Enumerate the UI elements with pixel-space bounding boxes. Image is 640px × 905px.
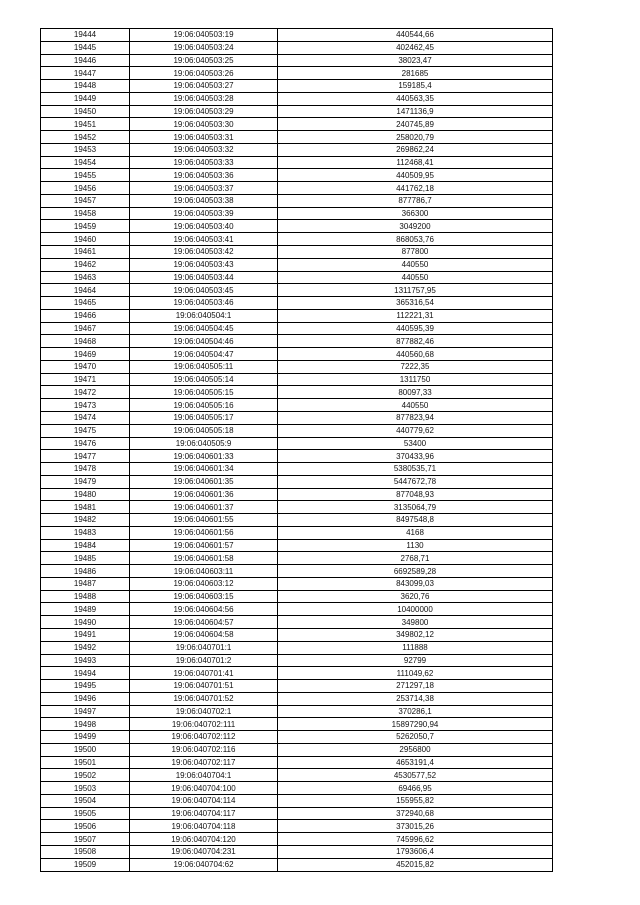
value-cell: 366300 bbox=[278, 207, 553, 220]
value-cell: 440544,66 bbox=[278, 29, 553, 42]
cadastral-number-cell: 19:06:040601:57 bbox=[130, 539, 278, 552]
row-number-cell: 19495 bbox=[41, 680, 130, 693]
cadastral-number-cell: 19:06:040704:114 bbox=[130, 794, 278, 807]
row-number-cell: 19452 bbox=[41, 131, 130, 144]
value-cell: 258020,79 bbox=[278, 131, 553, 144]
row-number-cell: 19455 bbox=[41, 169, 130, 182]
cadastral-number-cell: 19:06:040505:15 bbox=[130, 386, 278, 399]
row-number-cell: 19472 bbox=[41, 386, 130, 399]
table-row bbox=[41, 386, 553, 399]
cadastral-number-cell: 19:06:040603:15 bbox=[130, 590, 278, 603]
table-row bbox=[41, 514, 553, 527]
table-row bbox=[41, 782, 553, 795]
value-cell: 440595,39 bbox=[278, 322, 553, 335]
row-number-cell: 19469 bbox=[41, 348, 130, 361]
value-cell: 111049,62 bbox=[278, 667, 553, 680]
row-number-cell: 19491 bbox=[41, 628, 130, 641]
table-row bbox=[41, 731, 553, 744]
cadastral-number-cell: 19:06:040503:40 bbox=[130, 220, 278, 233]
cadastral-number-cell: 19:06:040702:117 bbox=[130, 756, 278, 769]
row-number-cell: 19492 bbox=[41, 641, 130, 654]
cadastral-number-cell: 19:06:040504:47 bbox=[130, 348, 278, 361]
value-cell: 440550 bbox=[278, 258, 553, 271]
row-number-cell: 19504 bbox=[41, 794, 130, 807]
cadastral-number-cell: 19:06:040504:1 bbox=[130, 309, 278, 322]
row-number-cell: 19471 bbox=[41, 373, 130, 386]
table-row bbox=[41, 603, 553, 616]
value-cell: 452015,82 bbox=[278, 858, 553, 871]
cadastral-number-cell: 19:06:040503:24 bbox=[130, 41, 278, 54]
table-row bbox=[41, 450, 553, 463]
cadastral-number-cell: 19:06:040503:32 bbox=[130, 143, 278, 156]
cadastral-number-cell: 19:06:040503:41 bbox=[130, 233, 278, 246]
table-row bbox=[41, 526, 553, 539]
table-row bbox=[41, 756, 553, 769]
row-number-cell: 19458 bbox=[41, 207, 130, 220]
row-number-cell: 19493 bbox=[41, 654, 130, 667]
row-number-cell: 19507 bbox=[41, 833, 130, 846]
value-cell: 53400 bbox=[278, 437, 553, 450]
row-number-cell: 19503 bbox=[41, 782, 130, 795]
table-row bbox=[41, 220, 553, 233]
table-row bbox=[41, 29, 553, 42]
table-row bbox=[41, 411, 553, 424]
value-cell: 3049200 bbox=[278, 220, 553, 233]
value-cell: 877800 bbox=[278, 246, 553, 259]
value-cell: 373015,26 bbox=[278, 820, 553, 833]
row-number-cell: 19490 bbox=[41, 616, 130, 629]
value-cell: 1311750 bbox=[278, 373, 553, 386]
row-number-cell: 19505 bbox=[41, 807, 130, 820]
row-number-cell: 19468 bbox=[41, 335, 130, 348]
row-number-cell: 19501 bbox=[41, 756, 130, 769]
value-cell: 441762,18 bbox=[278, 182, 553, 195]
cadastral-number-cell: 19:06:040601:34 bbox=[130, 463, 278, 476]
table-body bbox=[41, 29, 553, 872]
value-cell: 112468,41 bbox=[278, 156, 553, 169]
row-number-cell: 19448 bbox=[41, 80, 130, 93]
cadastral-number-cell: 19:06:040503:27 bbox=[130, 80, 278, 93]
table-row bbox=[41, 80, 553, 93]
value-cell: 3135064,79 bbox=[278, 501, 553, 514]
table-row bbox=[41, 399, 553, 412]
cadastral-number-cell: 19:06:040601:55 bbox=[130, 514, 278, 527]
table-row bbox=[41, 182, 553, 195]
cadastral-number-cell: 19:06:040601:37 bbox=[130, 501, 278, 514]
cadastral-number-cell: 19:06:040704:100 bbox=[130, 782, 278, 795]
row-number-cell: 19463 bbox=[41, 271, 130, 284]
cadastral-number-cell: 19:06:040704:62 bbox=[130, 858, 278, 871]
row-number-cell: 19500 bbox=[41, 743, 130, 756]
value-cell: 440779,62 bbox=[278, 424, 553, 437]
value-cell: 4168 bbox=[278, 526, 553, 539]
table-row bbox=[41, 667, 553, 680]
cadastral-number-cell: 19:06:040503:36 bbox=[130, 169, 278, 182]
row-number-cell: 19477 bbox=[41, 450, 130, 463]
value-cell: 877048,93 bbox=[278, 488, 553, 501]
cadastral-number-cell: 19:06:040601:58 bbox=[130, 552, 278, 565]
table-row bbox=[41, 628, 553, 641]
cadastral-number-cell: 19:06:040505:9 bbox=[130, 437, 278, 450]
table-row bbox=[41, 118, 553, 131]
cadastral-number-cell: 19:06:040702:116 bbox=[130, 743, 278, 756]
value-cell: 1130 bbox=[278, 539, 553, 552]
table-row bbox=[41, 565, 553, 578]
table-row bbox=[41, 680, 553, 693]
cadastral-number-cell: 19:06:040503:30 bbox=[130, 118, 278, 131]
cadastral-number-cell: 19:06:040704:231 bbox=[130, 846, 278, 859]
table-row bbox=[41, 552, 553, 565]
value-cell: 365316,54 bbox=[278, 297, 553, 310]
value-cell: 4530577,52 bbox=[278, 769, 553, 782]
row-number-cell: 19457 bbox=[41, 194, 130, 207]
table-row bbox=[41, 577, 553, 590]
row-number-cell: 19451 bbox=[41, 118, 130, 131]
table-row bbox=[41, 335, 553, 348]
table-row bbox=[41, 246, 553, 259]
row-number-cell: 19467 bbox=[41, 322, 130, 335]
cadastral-number-cell: 19:06:040601:35 bbox=[130, 475, 278, 488]
value-cell: 372940,68 bbox=[278, 807, 553, 820]
row-number-cell: 19488 bbox=[41, 590, 130, 603]
value-cell: 877823,94 bbox=[278, 411, 553, 424]
table-row bbox=[41, 233, 553, 246]
cadastral-number-cell: 19:06:040503:26 bbox=[130, 67, 278, 80]
value-cell: 349800 bbox=[278, 616, 553, 629]
value-cell: 269862,24 bbox=[278, 143, 553, 156]
row-number-cell: 19486 bbox=[41, 565, 130, 578]
table-row bbox=[41, 105, 553, 118]
cadastral-number-cell: 19:06:040503:44 bbox=[130, 271, 278, 284]
value-cell: 2768,71 bbox=[278, 552, 553, 565]
value-cell: 111888 bbox=[278, 641, 553, 654]
cadastral-number-cell: 19:06:040505:17 bbox=[130, 411, 278, 424]
value-cell: 6692589,28 bbox=[278, 565, 553, 578]
row-number-cell: 19508 bbox=[41, 846, 130, 859]
table-row bbox=[41, 641, 553, 654]
table-row bbox=[41, 846, 553, 859]
row-number-cell: 19464 bbox=[41, 284, 130, 297]
table-row bbox=[41, 807, 553, 820]
row-number-cell: 19497 bbox=[41, 705, 130, 718]
row-number-cell: 19453 bbox=[41, 143, 130, 156]
value-cell: 2956800 bbox=[278, 743, 553, 756]
table-row bbox=[41, 616, 553, 629]
row-number-cell: 19456 bbox=[41, 182, 130, 195]
table-row bbox=[41, 743, 553, 756]
value-cell: 5447672,78 bbox=[278, 475, 553, 488]
value-cell: 3620,76 bbox=[278, 590, 553, 603]
row-number-cell: 19462 bbox=[41, 258, 130, 271]
row-number-cell: 19494 bbox=[41, 667, 130, 680]
value-cell: 868053,76 bbox=[278, 233, 553, 246]
row-number-cell: 19446 bbox=[41, 54, 130, 67]
cadastral-number-cell: 19:06:040503:19 bbox=[130, 29, 278, 42]
row-number-cell: 19466 bbox=[41, 309, 130, 322]
value-cell: 1793606,4 bbox=[278, 846, 553, 859]
cadastral-number-cell: 19:06:040603:11 bbox=[130, 565, 278, 578]
value-cell: 440509,95 bbox=[278, 169, 553, 182]
value-cell: 440550 bbox=[278, 271, 553, 284]
table-row bbox=[41, 348, 553, 361]
value-cell: 745996,62 bbox=[278, 833, 553, 846]
table-row bbox=[41, 858, 553, 871]
value-cell: 281685 bbox=[278, 67, 553, 80]
table-row bbox=[41, 54, 553, 67]
cadastral-number-cell: 19:06:040503:28 bbox=[130, 92, 278, 105]
table-row bbox=[41, 284, 553, 297]
table-row bbox=[41, 207, 553, 220]
table-row bbox=[41, 258, 553, 271]
row-number-cell: 19461 bbox=[41, 246, 130, 259]
cadastral-number-cell: 19:06:040701:51 bbox=[130, 680, 278, 693]
cadastral-number-cell: 19:06:040601:56 bbox=[130, 526, 278, 539]
table-row bbox=[41, 67, 553, 80]
value-cell: 370286,1 bbox=[278, 705, 553, 718]
row-number-cell: 19480 bbox=[41, 488, 130, 501]
row-number-cell: 19509 bbox=[41, 858, 130, 871]
row-number-cell: 19470 bbox=[41, 360, 130, 373]
cadastral-number-cell: 19:06:040701:52 bbox=[130, 692, 278, 705]
row-number-cell: 19465 bbox=[41, 297, 130, 310]
table-row bbox=[41, 360, 553, 373]
value-cell: 5380535,71 bbox=[278, 463, 553, 476]
value-cell: 5262050,7 bbox=[278, 731, 553, 744]
cadastral-number-cell: 19:06:040704:120 bbox=[130, 833, 278, 846]
value-cell: 69466,95 bbox=[278, 782, 553, 795]
value-cell: 271297,18 bbox=[278, 680, 553, 693]
value-cell: 402462,45 bbox=[278, 41, 553, 54]
value-cell: 440550 bbox=[278, 399, 553, 412]
cadastral-number-cell: 19:06:040601:36 bbox=[130, 488, 278, 501]
value-cell: 877786,7 bbox=[278, 194, 553, 207]
table-row bbox=[41, 194, 553, 207]
row-number-cell: 19485 bbox=[41, 552, 130, 565]
cadastral-number-cell: 19:06:040702:111 bbox=[130, 718, 278, 731]
row-number-cell: 19481 bbox=[41, 501, 130, 514]
value-cell: 7222,35 bbox=[278, 360, 553, 373]
cadastral-number-cell: 19:06:040505:18 bbox=[130, 424, 278, 437]
row-number-cell: 19487 bbox=[41, 577, 130, 590]
row-number-cell: 19478 bbox=[41, 463, 130, 476]
cadastral-number-cell: 19:06:040503:38 bbox=[130, 194, 278, 207]
row-number-cell: 19489 bbox=[41, 603, 130, 616]
value-cell: 159185,4 bbox=[278, 80, 553, 93]
table-row bbox=[41, 769, 553, 782]
value-cell: 112221,31 bbox=[278, 309, 553, 322]
row-number-cell: 19506 bbox=[41, 820, 130, 833]
value-cell: 349802,12 bbox=[278, 628, 553, 641]
cadastral-number-cell: 19:06:040604:57 bbox=[130, 616, 278, 629]
row-number-cell: 19447 bbox=[41, 67, 130, 80]
cadastral-number-cell: 19:06:040604:56 bbox=[130, 603, 278, 616]
cadastral-number-cell: 19:06:040503:45 bbox=[130, 284, 278, 297]
cadastral-number-cell: 19:06:040505:14 bbox=[130, 373, 278, 386]
row-number-cell: 19476 bbox=[41, 437, 130, 450]
table-row bbox=[41, 475, 553, 488]
value-cell: 843099,03 bbox=[278, 577, 553, 590]
row-number-cell: 19479 bbox=[41, 475, 130, 488]
row-number-cell: 19483 bbox=[41, 526, 130, 539]
row-number-cell: 19450 bbox=[41, 105, 130, 118]
value-cell: 8497548,8 bbox=[278, 514, 553, 527]
cadastral-number-cell: 19:06:040504:46 bbox=[130, 335, 278, 348]
table-row bbox=[41, 131, 553, 144]
table-row bbox=[41, 143, 553, 156]
cadastral-number-cell: 19:06:040702:112 bbox=[130, 731, 278, 744]
value-cell: 370433,96 bbox=[278, 450, 553, 463]
cadastral-number-cell: 19:06:040503:39 bbox=[130, 207, 278, 220]
cadastral-number-cell: 19:06:040603:12 bbox=[130, 577, 278, 590]
table-row bbox=[41, 309, 553, 322]
cadastral-number-cell: 19:06:040503:25 bbox=[130, 54, 278, 67]
row-number-cell: 19482 bbox=[41, 514, 130, 527]
cadastral-number-cell: 19:06:040601:33 bbox=[130, 450, 278, 463]
value-cell: 440560,68 bbox=[278, 348, 553, 361]
value-cell: 1311757,95 bbox=[278, 284, 553, 297]
table-row bbox=[41, 156, 553, 169]
row-number-cell: 19445 bbox=[41, 41, 130, 54]
table-row bbox=[41, 501, 553, 514]
value-cell: 1471136,9 bbox=[278, 105, 553, 118]
row-number-cell: 19444 bbox=[41, 29, 130, 42]
cadastral-number-cell: 19:06:040701:1 bbox=[130, 641, 278, 654]
value-cell: 80097,33 bbox=[278, 386, 553, 399]
value-cell: 4653191,4 bbox=[278, 756, 553, 769]
table-row bbox=[41, 692, 553, 705]
table-row bbox=[41, 539, 553, 552]
cadastral-number-cell: 19:06:040503:42 bbox=[130, 246, 278, 259]
table-row bbox=[41, 297, 553, 310]
table-row bbox=[41, 705, 553, 718]
value-cell: 440563,35 bbox=[278, 92, 553, 105]
cadastral-number-cell: 19:06:040702:1 bbox=[130, 705, 278, 718]
table-row bbox=[41, 654, 553, 667]
cadastral-number-cell: 19:06:040503:43 bbox=[130, 258, 278, 271]
cadastral-number-cell: 19:06:040604:58 bbox=[130, 628, 278, 641]
cadastral-number-cell: 19:06:040704:118 bbox=[130, 820, 278, 833]
data-table bbox=[40, 28, 553, 872]
table-row bbox=[41, 833, 553, 846]
table-row bbox=[41, 794, 553, 807]
value-cell: 92799 bbox=[278, 654, 553, 667]
table-row bbox=[41, 92, 553, 105]
table-row bbox=[41, 590, 553, 603]
row-number-cell: 19449 bbox=[41, 92, 130, 105]
table-row bbox=[41, 271, 553, 284]
row-number-cell: 19475 bbox=[41, 424, 130, 437]
value-cell: 240745,89 bbox=[278, 118, 553, 131]
row-number-cell: 19460 bbox=[41, 233, 130, 246]
table-row bbox=[41, 169, 553, 182]
cadastral-number-cell: 19:06:040704:117 bbox=[130, 807, 278, 820]
cadastral-number-cell: 19:06:040503:31 bbox=[130, 131, 278, 144]
row-number-cell: 19502 bbox=[41, 769, 130, 782]
value-cell: 15897290,94 bbox=[278, 718, 553, 731]
row-number-cell: 19496 bbox=[41, 692, 130, 705]
cadastral-number-cell: 19:06:040503:46 bbox=[130, 297, 278, 310]
data-sheet bbox=[40, 28, 552, 872]
row-number-cell: 19498 bbox=[41, 718, 130, 731]
cadastral-number-cell: 19:06:040505:11 bbox=[130, 360, 278, 373]
row-number-cell: 19484 bbox=[41, 539, 130, 552]
value-cell: 155955,82 bbox=[278, 794, 553, 807]
row-number-cell: 19459 bbox=[41, 220, 130, 233]
cadastral-number-cell: 19:06:040701:41 bbox=[130, 667, 278, 680]
row-number-cell: 19499 bbox=[41, 731, 130, 744]
table-row bbox=[41, 424, 553, 437]
row-number-cell: 19454 bbox=[41, 156, 130, 169]
cadastral-number-cell: 19:06:040503:29 bbox=[130, 105, 278, 118]
value-cell: 10400000 bbox=[278, 603, 553, 616]
cadastral-number-cell: 19:06:040505:16 bbox=[130, 399, 278, 412]
table-row bbox=[41, 463, 553, 476]
row-number-cell: 19474 bbox=[41, 411, 130, 424]
cadastral-number-cell: 19:06:040503:33 bbox=[130, 156, 278, 169]
cadastral-number-cell: 19:06:040503:37 bbox=[130, 182, 278, 195]
cadastral-number-cell: 19:06:040701:2 bbox=[130, 654, 278, 667]
cadastral-number-cell: 19:06:040704:1 bbox=[130, 769, 278, 782]
cadastral-number-cell: 19:06:040504:45 bbox=[130, 322, 278, 335]
value-cell: 253714,38 bbox=[278, 692, 553, 705]
table-row bbox=[41, 488, 553, 501]
table-row bbox=[41, 373, 553, 386]
table-row bbox=[41, 41, 553, 54]
table-row bbox=[41, 437, 553, 450]
row-number-cell: 19473 bbox=[41, 399, 130, 412]
value-cell: 877882,46 bbox=[278, 335, 553, 348]
value-cell: 38023,47 bbox=[278, 54, 553, 67]
table-row bbox=[41, 322, 553, 335]
table-row bbox=[41, 820, 553, 833]
table-row bbox=[41, 718, 553, 731]
